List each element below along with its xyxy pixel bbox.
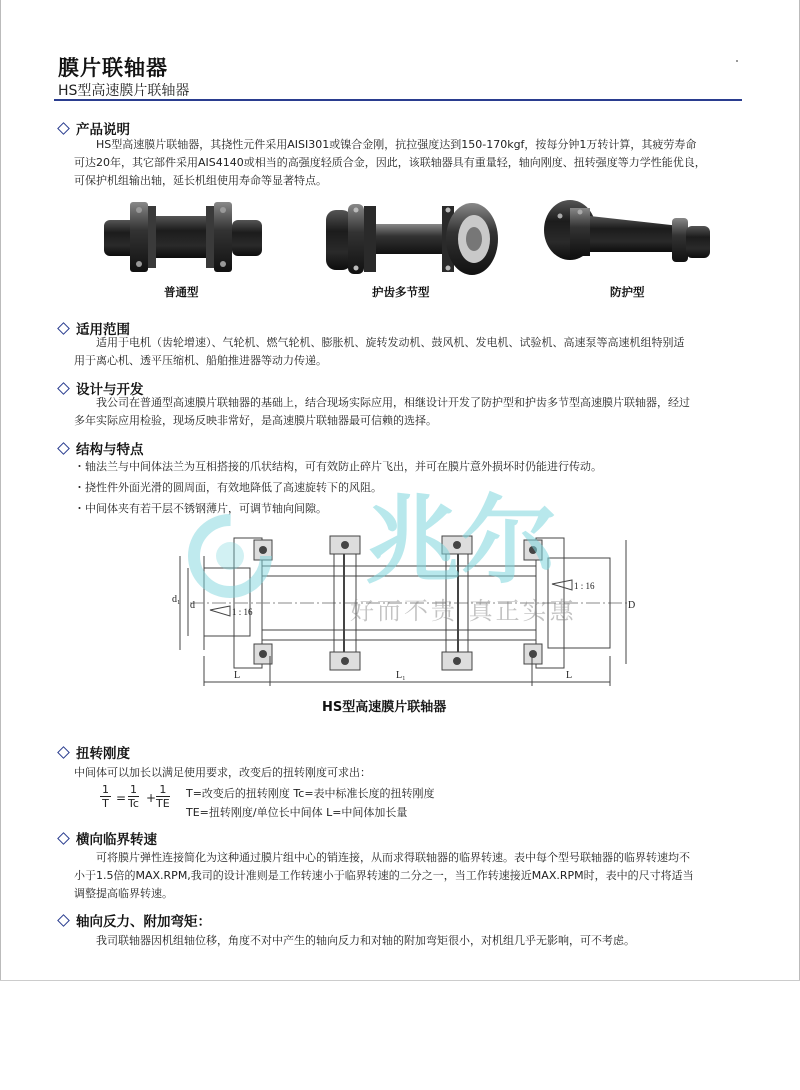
bullet-item: ・中间体夹有若干层不锈钢薄片，可调节轴向间隙。 (74, 502, 327, 515)
section-heading-structure (56, 438, 144, 458)
diamond-icon (57, 122, 70, 135)
axial-paragraph (74, 932, 746, 950)
text-line: HS型高速膜片联轴器，其挠性元件采用AISI301或镍合金刚，抗拉强度达到150-170kgf，按每分钟1万转计算，其疲劳寿命 (96, 138, 697, 151)
taper-label: 1 : 16 (574, 581, 595, 591)
watermark-brand: 兆尔 (365, 485, 557, 597)
product-label: 防护型 (610, 285, 645, 299)
text-line: 用于离心机、透平压缩机、船舶推进器等动力传递。 (74, 354, 327, 367)
page-border-bottom (0, 980, 800, 981)
section-title: 产品说明 (76, 122, 130, 138)
bullet-item: ・挠性件外面光滑的圆周面，有效地降低了高速旋转下的风阻。 (74, 481, 382, 494)
text-line: 适用于电机（齿轮增速）、气轮机、燃气轮机、膨胀机、旋转发动机、鼓风机、发电机、试验机、高速泵等高速机组特别适 (96, 336, 685, 349)
section-title: 结构与特点 (76, 442, 144, 458)
diamond-icon (57, 746, 70, 759)
watermark-slogan: 好而不贵 真正实惠 (350, 597, 577, 625)
dim-label-d: d (190, 600, 195, 611)
text-line: 调整提高临界转速。 (74, 887, 173, 900)
text-line: 我公司在普通型高速膜片联轴器的基础上，结合现场实际应用，相继设计开发了防护型和护齿多节型高速膜片联轴器，经过 (96, 396, 690, 409)
corner-mark (736, 60, 738, 62)
diamond-icon (57, 442, 70, 455)
section-title: 适用范围 (76, 322, 130, 338)
dim-label-D: D (628, 600, 636, 611)
diagram-caption: HS型高速膜片联轴器 (322, 700, 447, 715)
fraction: $\frac{1}{Tc}$ (128, 783, 139, 810)
formula-definition: T=改变后的扭转刚度 Tc=表中标准长度的扭转刚度 (186, 787, 435, 800)
bullet-item: ・轴法兰与中间体法兰为互相搭接的爪状结构，可有效防止碎片飞出，并可在膜片意外损坏时仍能进行传动。 (74, 460, 602, 473)
dim-label-L1: L₁ (396, 670, 406, 681)
page-border-left (0, 0, 1, 980)
dim-label-L: L (566, 670, 573, 681)
watermark-logo-icon (186, 506, 276, 606)
diamond-icon (57, 914, 70, 927)
diamond-icon (57, 382, 70, 395)
diamond-icon (57, 832, 70, 845)
title-rule (54, 99, 742, 101)
dim-label-d1: d₁ (172, 594, 181, 605)
dim-label-L: L (234, 670, 241, 681)
text-line: 可将膜片弹性连接简化为这种通过膜片组中心的销连接，从而求得联轴器的临界转速。表中每个型号联轴器的临界转速均不 (96, 851, 690, 864)
product-label: 护齿多节型 (372, 285, 430, 299)
scope-paragraph (74, 334, 746, 370)
text-line: 小于1.5倍的MAX.RPM,我司的设计准则是工作转速小于临界转速的二分之一，当工作转速接近MAX.RPM时，表中的尺寸将适当 (74, 869, 694, 882)
section-heading-critical (56, 828, 157, 848)
section-title: 扭转刚度 (76, 746, 130, 762)
text-line: 我司联轴器因机组轴位移，角度不对中产生的轴向反力和对轴的附加弯矩很小，对机组几乎无影响，可不考虑。 (96, 934, 635, 947)
equals-sign: = (116, 791, 127, 805)
text-line: 可保护机组输出轴，延长机组使用寿命等显著特点。 (74, 174, 327, 187)
section-heading-torsion (56, 742, 130, 762)
page-subtitle: HS型高速膜片联轴器 (58, 83, 190, 99)
section-title: 横向临界转速 (76, 832, 157, 848)
text-line: 多年实际应用检验，现场反映非常好，是高速膜片联轴器最可信赖的选择。 (74, 414, 437, 427)
fraction: $\frac{1}{TE}$ (156, 783, 170, 810)
product-image-standard (100, 192, 270, 282)
formula-definition: TE=扭转刚度/单位长中间体 L=中间体加长量 (186, 806, 408, 819)
product-label: 普通型 (164, 285, 199, 299)
plus-sign: + (146, 791, 157, 805)
fraction: $\frac{1}{T}$ (102, 783, 109, 810)
section-heading-desc (56, 118, 130, 138)
critical-paragraph (74, 849, 746, 903)
section-title: 轴向反力、附加弯矩： (76, 914, 211, 930)
taper-label: 1 : 16 (232, 607, 253, 617)
page-title: 膜片联轴器 (58, 56, 168, 80)
section-heading-axial (56, 910, 211, 930)
product-image-protective (540, 196, 715, 282)
diamond-icon (57, 322, 70, 335)
section-title: 设计与开发 (76, 382, 144, 398)
torsion-formula (100, 783, 190, 819)
product-image-multi-section (322, 196, 502, 282)
torsion-intro: 中间体可以加长以满足使用要求，改变后的扭转刚度可求出： (74, 766, 371, 779)
text-line: 可达20年，其它部件采用AIS4140或相当的高强度轻质合金，因此，该联轴器具有重量轻，轴向刚度、扭转强度等力学性能优良， (74, 156, 706, 169)
design-paragraph (74, 394, 746, 430)
desc-paragraph (74, 136, 746, 190)
